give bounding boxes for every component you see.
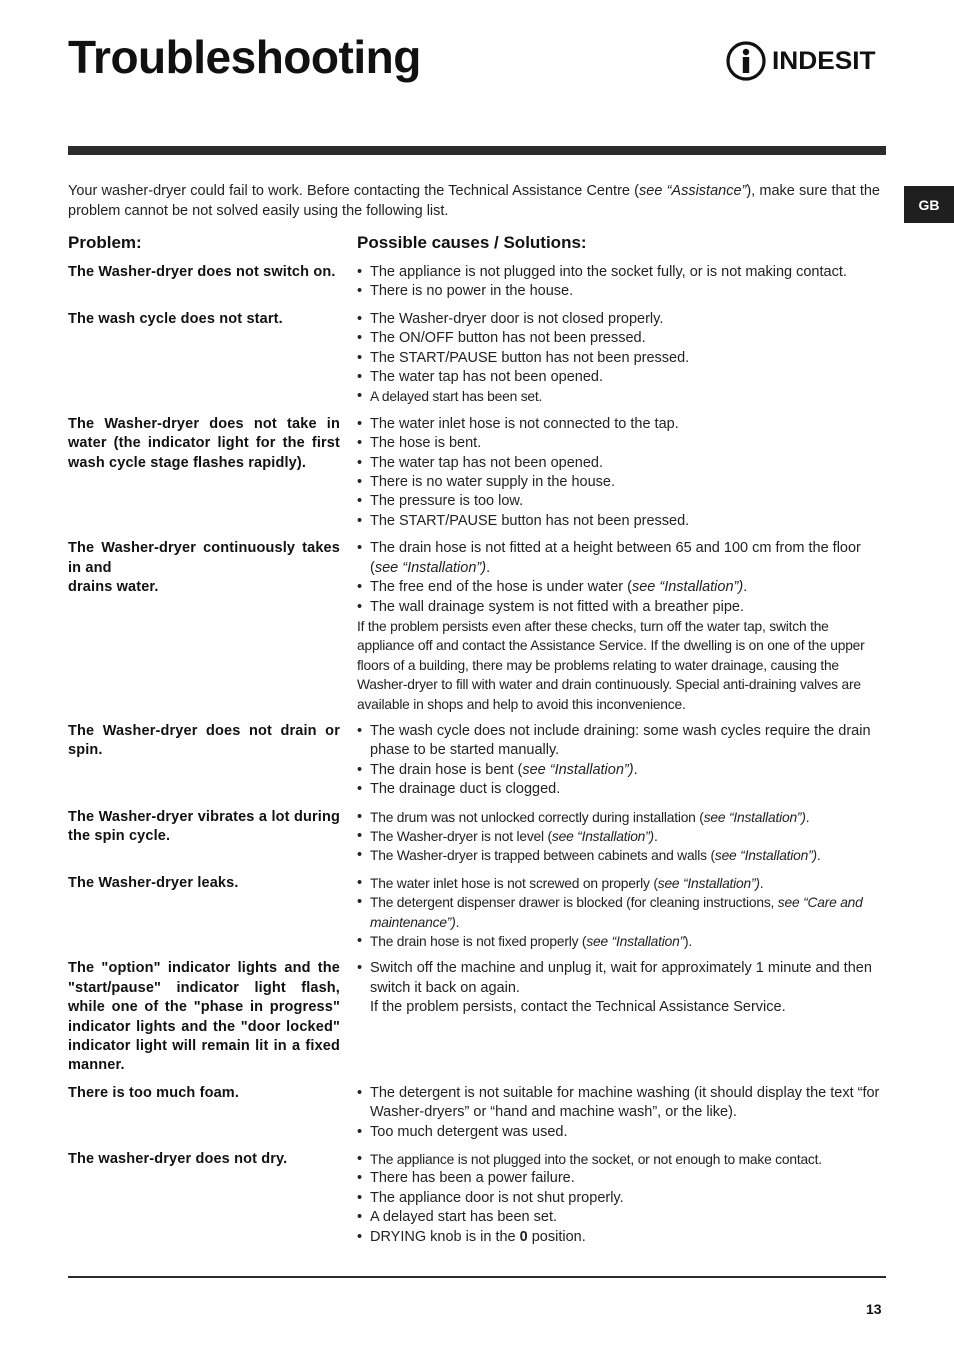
list-item: • The water tap has not been opened. xyxy=(357,368,886,387)
cause-text: DRYING knob is in the xyxy=(370,1228,520,1245)
problem-cell xyxy=(68,539,340,714)
list-item: • The water tap has not been opened. xyxy=(357,454,886,473)
list-item: • The pressure is too low. xyxy=(357,492,886,511)
intro-text: Your washer-dryer could fail to work. Before contacting the Technical Assistance Centre ( xyxy=(68,183,639,199)
cause-ref: see “Installation” xyxy=(586,934,684,949)
cause-text: There is no power in the house. xyxy=(370,283,574,300)
causes-cell xyxy=(357,263,886,302)
problem-cell: The washer-dryer does not dry. xyxy=(68,1151,288,1168)
list-item: • The drain hose is not fitted at a height between 65 and 100 cm from the floor (see “Installation”). xyxy=(357,540,861,576)
cause-text: The hose is bent. xyxy=(370,435,482,452)
list-item: • The appliance door is not shut properly. xyxy=(357,1189,886,1208)
language-tab: GB xyxy=(904,186,954,223)
list-item: • The water inlet hose is not connected to the tap. xyxy=(357,415,886,434)
cause-ref: see “Installation”) xyxy=(374,559,487,576)
brand-wordmark: INDESIT xyxy=(772,46,876,75)
cause-text-after: position. xyxy=(527,1228,586,1245)
cause-text: The Washer-dryer door is not closed properly. xyxy=(370,310,664,327)
table-row xyxy=(68,959,886,1075)
cause-ref: see “Installation”) xyxy=(657,875,760,891)
table-row xyxy=(68,1084,886,1142)
intro-paragraph xyxy=(68,181,880,221)
list-item: • The Washer-dryer door is not closed properly. xyxy=(357,310,886,329)
list-item: • The water inlet hose is not screwed on properly (see “Installation”). xyxy=(357,874,764,891)
list-item: • The ON/OFF button has not been pressed. xyxy=(357,329,886,348)
causes-cell xyxy=(357,959,886,1075)
cause-text: The drain hose is not fitted at a height between 65 and 100 cm from the floor ( xyxy=(370,540,861,576)
list-item: • The drain hose is bent (see “Installation”). xyxy=(357,761,638,778)
list-item: • Switch off the machine and unplug it, wait for approximately 1 minute and then switch it back on again. xyxy=(357,959,886,998)
cause-text: The pressure is too low. xyxy=(370,493,524,510)
list-item: • There is no water supply in the house. xyxy=(357,473,886,492)
cause-ref: see “Installation”) xyxy=(522,761,634,778)
table-row xyxy=(68,539,886,714)
table-row xyxy=(68,263,886,302)
causes-cell xyxy=(357,722,886,800)
list-item: • The free end of the hose is under water (see “Installation”). xyxy=(357,579,748,596)
cause-text: Switch off the machine and unplug it, wait for approximately 1 minute and then switch it back on again. xyxy=(370,960,872,996)
cause-text: The free end of the hose is under water ( xyxy=(370,579,632,596)
cause-bold: 0 xyxy=(519,1228,528,1245)
table-row xyxy=(68,722,886,800)
top-divider xyxy=(68,146,886,155)
list-item: • The START/PAUSE button has not been pressed. xyxy=(357,512,886,531)
list-item: • A delayed start has been set. xyxy=(357,387,886,406)
cause-text: The water tap has not been opened. xyxy=(370,454,603,471)
brand-logo xyxy=(726,40,876,82)
cause-text: The water tap has not been opened. xyxy=(370,369,603,386)
cause-text-after: . xyxy=(805,809,810,825)
intro-ref: see “Assistance” xyxy=(639,183,747,199)
cause-text: The Washer-dryer is trapped between cabinets and walls ( xyxy=(370,848,715,864)
cause-text: The wall drainage system is not fitted with a breather pipe. xyxy=(370,598,744,615)
list-item: • Too much detergent was used. xyxy=(357,1123,886,1142)
list-item: • The drainage duct is clogged. xyxy=(357,780,886,799)
causes-cell xyxy=(357,539,886,714)
causes-cell xyxy=(357,808,886,866)
cause-text: The appliance is not plugged into the socket fully, or is not making contact. xyxy=(370,264,847,280)
problem-cell: The Washer-dryer leaks. xyxy=(68,874,239,891)
cause-text: A delayed start has been set. xyxy=(370,389,543,405)
page-title: Troubleshooting xyxy=(68,31,421,83)
list-item: • The wall drainage system is not fitted with a breather pipe. xyxy=(357,598,886,617)
cause-text: The Washer-dryer is not level ( xyxy=(370,828,552,844)
list-item: • The hose is bent. xyxy=(357,434,886,453)
cause-text-after: . xyxy=(455,914,460,930)
problem-cell: The "option" indicator lights and the "start/pause" indicator light flash, while one of the "phase in progress" indicator lights and the "door locked" indicator light will remain lit in a fixed manner. xyxy=(68,960,340,1074)
cause-text: A delayed start has been set. xyxy=(370,1209,558,1226)
problem-cell: The Washer-dryer does not switch on. xyxy=(68,264,336,280)
cause-text: There is no water supply in the house. xyxy=(370,474,616,491)
list-item: • There has been a power failure. xyxy=(357,1169,886,1188)
list-item: • The drum was not unlocked correctly during installation (see “Installation”). xyxy=(357,808,810,825)
causes-column-header: Possible causes / Solutions: xyxy=(357,233,587,252)
troubleshooting-table xyxy=(68,263,886,1255)
list-item: • The appliance is not plugged into the socket, or not enough to make contact. xyxy=(357,1150,886,1169)
problem-column-header: Problem: xyxy=(68,233,142,252)
problem-cell: There is too much foam. xyxy=(68,1084,240,1101)
cause-text-after: . xyxy=(759,875,764,891)
problem-cell: The Washer-dryer vibrates a lot during the spin cycle. xyxy=(68,808,340,844)
cause-text: There has been a power failure. xyxy=(370,1170,575,1187)
cause-text-after: . xyxy=(653,828,658,844)
list-item: • DRYING knob is in the 0 position. xyxy=(357,1228,586,1245)
cause-ref: see “Installation”) xyxy=(631,579,744,596)
problem-cell: The Washer-dryer does not drain or spin. xyxy=(68,722,340,759)
list-item: • The drain hose is not fixed properly (see “Installation”). xyxy=(357,933,693,949)
problem-line: drains water. xyxy=(68,579,159,596)
table-row xyxy=(68,310,886,407)
cause-text: The water inlet hose is not connected to the tap. xyxy=(370,415,679,432)
causes-cell xyxy=(357,310,886,407)
cause-text-after: . xyxy=(816,848,821,864)
problem-line: The Washer-dryer continuously takes in and xyxy=(68,540,340,576)
causes-cell xyxy=(357,415,886,531)
cause-text-after: . xyxy=(486,559,491,576)
list-item: • There is no power in the house. xyxy=(357,282,886,301)
table-row xyxy=(68,808,886,866)
cause-text: The START/PAUSE button has not been pressed. xyxy=(370,512,690,529)
list-item: • The START/PAUSE button has not been pressed. xyxy=(357,349,886,368)
cause-text: The ON/OFF button has not been pressed. xyxy=(370,330,646,347)
cause-text-after: . xyxy=(633,761,638,778)
indesit-logo-icon xyxy=(726,40,766,82)
cause-text: The appliance door is not shut properly. xyxy=(370,1189,624,1206)
cause-text: The water inlet hose is not screwed on properly ( xyxy=(370,875,658,891)
causes-cell xyxy=(357,1150,886,1247)
cause-text: The wash cycle does not include draining: some wash cycles require the drain phase to be started manually. xyxy=(370,722,871,759)
cause-text-after: ). xyxy=(683,934,693,949)
cause-text: Too much detergent was used. xyxy=(370,1123,568,1140)
list-item: • The detergent is not suitable for machine washing (it should display the text “for Washer-dryers” or “hand and machine wash”, or the like). xyxy=(357,1084,886,1123)
cause-ref: see “Installation”) xyxy=(551,828,654,844)
list-item: • The Washer-dryer is not level (see “Installation”). xyxy=(357,827,658,844)
causes-cell xyxy=(357,874,886,952)
list-item: • The Washer-dryer is trapped between cabinets and walls (see “Installation”). xyxy=(357,847,821,864)
cause-ref: see “Installation”) xyxy=(703,809,806,825)
cause-text-after: . xyxy=(743,579,748,596)
cause-note: If the problem persists even after these checks, turn off the water tap, switch the appliance off and contact the Assistance Service. If the dwelling is on one of the upper floors of a building, there may be problems relating to water drainage, causing the Washer-dryer to fill with water and drain continuously. Special anti-draining valves are available in shops and help to avoid this inconvenience. xyxy=(357,618,865,712)
cause-ref: see “Care and maintenance”) xyxy=(370,895,863,930)
bottom-divider xyxy=(68,1276,886,1278)
list-item: • The wash cycle does not include draining: some wash cycles require the drain phase to be started manually. xyxy=(357,722,886,761)
cause-text: The appliance is not plugged into the socket, or not enough to make contact. xyxy=(370,1152,822,1168)
page-number: 13 xyxy=(866,1301,882,1317)
table-row xyxy=(68,415,886,531)
cause-text: The START/PAUSE button has not been pressed. xyxy=(370,349,690,366)
problem-cell: The wash cycle does not start. xyxy=(68,310,283,327)
cause-sub-note: If the problem persists, contact the Technical Assistance Service. xyxy=(370,999,786,1016)
table-row xyxy=(68,874,886,952)
intro-text-after: ), make sure that the problem cannot be not solved easily using the following list. xyxy=(68,183,880,219)
list-item: • The appliance is not plugged into the socket fully, or is not making contact. xyxy=(357,263,886,282)
cause-text: The detergent dispenser drawer is blocked (for cleaning instructions, xyxy=(370,895,778,911)
cause-text: The drum was not unlocked correctly during installation ( xyxy=(370,809,704,825)
table-row xyxy=(68,1150,886,1247)
causes-cell xyxy=(357,1084,886,1142)
cause-text: The drainage duct is clogged. xyxy=(370,781,561,798)
cause-text: The drain hose is not fixed properly ( xyxy=(370,934,587,949)
list-item: • A delayed start has been set. xyxy=(357,1208,886,1227)
problem-cell: The Washer-dryer does not take in water (the indicator light for the first wash cycle stage flashes rapidly). xyxy=(68,415,340,471)
cause-ref: see “Installation”) xyxy=(714,848,817,864)
cause-text: The drain hose is bent ( xyxy=(370,761,523,778)
list-item: • The detergent dispenser drawer is blocked (for cleaning instructions, see “Care and maintenance”). xyxy=(357,894,863,930)
cause-text: The detergent is not suitable for machine washing (it should display the text “for Washer-dryers” or “hand and machine wash”, or the like). xyxy=(370,1084,880,1121)
